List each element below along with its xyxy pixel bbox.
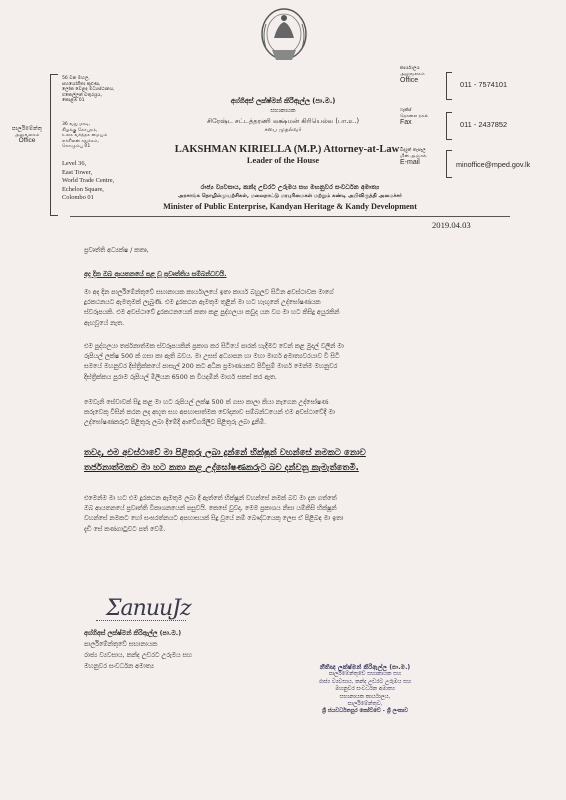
sri-lanka-emblem-icon (258, 4, 310, 68)
office-phone: 011 - 7574101 (460, 80, 508, 89)
left-address-bracket (50, 74, 58, 216)
ministry-tamil: அரசாங்க தொழில்முயற்சிகள், மலைநாட்டு மரபுரிமைகள் மற்றும் கண்டி அபிவிருத்தி அமைச்சர் (178, 193, 402, 199)
name-tamil: சிரேஷ்ட சட்டத்தரணி லக்ஷ்மன் கிரியெல்ல (பா.உ.) (206, 117, 360, 126)
email-address: minoffice@mped.gov.lk (456, 160, 531, 169)
paragraph-2: එම පුද්ගලයා තර්ජනාත්මක ස්වරූපයකින් ප්‍රකාශ කර සිටියේ පාරක් හැදීමට වෙන් කළ මුදල් වලින් මා රුපියල් ලක්ෂ 500 ක් ගසා කා ඇති බවය. මා උසස් අධ්‍යාපන හා මහා මාර්ග අමාත්‍යවරයාව වී සිටි සමයේ මහනුවර දිස්ත්‍රික්කයේ පාසැල් 200 කට අධික ප්‍රමාණයකට පිවිසුම් මාර්ග මෙන්ම මහනුවර දිස්ත්‍රික්කය පුරාම රුපියල් මිලියන 6500 ක වියදමින් මාර්ග සකස් කර ඇත. (84, 343, 344, 381)
letterhead-center (150, 98, 416, 133)
contact-office-label: කාර්යාලය அலுவலகம் Office (400, 66, 425, 85)
title-tamil: சபை முதல்வர் (264, 126, 302, 133)
name-sinhala: අග්ගිඅස් ලක්ෂ්මන් කිරිඇල්ල (පා.ම.) (230, 97, 336, 105)
salutation: ප්‍රවෘත්ති අධ්‍යක්ෂ / කතෘ, (84, 247, 149, 254)
ministry-english: Minister of Public Enterprise, Kandyan Heritage & Kandy Development (163, 202, 417, 211)
paragraph-3: මෙවැනි සේවාවක් සිදු කළ මා හට රුපියල් ලක්ෂ 500 ක් ගසා කාලා කියා නැගෙන උද්ඝෝෂණ කරුවෙකු විසින් කරන ලද අභූත සහ අපහාසාත්මක චෝදනාව සම්බන්ධයෙන් එම අවස්ථාවේදී මා උද්ඝෝෂණකරුට පිළිතුරු ලබා දීමේදී ආවේගශීලීව පිළිතුරු ලබා දුනිමි. (84, 399, 336, 427)
name-english: LAKSHMAN KIRIELLA (M.P.) Attorney-at-Law (174, 144, 400, 155)
title-sinhala: සභානායක (270, 107, 296, 114)
address-sinhala: 56 වන මහල, සහයෝගිතා කුළුණ, ලෝක වෙළඳ මධ්‍යස්ථානය, එකෙල්ලන් චතුරශ්‍රය, කොළඹ 01 (62, 76, 115, 104)
contact-email-label: විද්‍යුත් තැපෑල மின் அஞ்சல் E-mail (400, 148, 427, 167)
contact-fax-label: ෆැක්ස් தொலை நகல் Fax (400, 108, 429, 127)
header-divider (70, 216, 510, 217)
signatory-block: අග්ගිඅස් ලක්ෂ්මන් කිරිඇල්ල (පා.ම.) පාර්ලිමේන්තුවේ සභානායක රාජ්‍ය ව්‍යවසාය, කන්ද උඩරට උරුමය සහ මහනුවර සංවර්ධන අමාත්‍ය (84, 630, 193, 670)
handwritten-signature: ΣanuuJz (106, 596, 191, 621)
letter-date: 2019.04.03 (432, 220, 471, 230)
official-stamp: නීතිඥ ලක්ෂ්මන් කිරිඇල්ල (පා.ම.) පාර්ලිමේන්තුවේ සභානායක සහ රාජ්‍ය ව්‍යවසාය, කන්ද උඩරට උරුමය සහ මහනුවර සංවර්ධන අමාත්‍ය සභානායක කාර්යාලය, පාර්ලිමේන්තුව, ශ්‍රී ජයවර්ධනපුර කෝට්ටේ - ශ්‍රී ලංකාව (318, 664, 412, 715)
address-english: Level 36, East Tower, World Trade Centre, Echelon Square, Colombo 01 (62, 160, 115, 202)
office-bracket (446, 72, 452, 100)
left-office-label: පාර්ලිමේන්තු அலுவலகம் Office (11, 126, 43, 145)
ministry-sinhala: රාජ්‍ය ව්‍යවසාය, කන්ද උඩරට උරුමය සහ මහනුවර සංවර්ධන අමාත්‍ය (200, 184, 380, 191)
paragraph-4: එමෙන්ම මා හට එම දුරකථන ඇමතුම ලබා දී ඇත්තේ භික්ෂූන් වහන්සේ නමක් බව මා දැන ගත්තේ ඔබ ආයතනයේ ප්‍රවෘත්ති විකාශනයෙන් පසුවයි. කෙසේ වුවද, මෙම ප්‍රකාශය නිසා යම්කිසි භික්ෂූන් වහන්සේ නමකට හෝ සංඝරත්නයට අපහාසයක් සිදු වූයේ නම් බෞද්ධයෙකු ලෙස ඒ පිළිබඳ මා ඉතා දැඩි සේ කණගාටුවට පත් වෙමි. (84, 495, 344, 533)
address-tamil: 36 வது மாடி, கிழக்கு கோபுரம், உலக வர்த்தக மையம் எச்சிலன் சதுக்கம், கொழும்பு 01 (62, 122, 108, 150)
fax-bracket (446, 112, 452, 140)
fax-number: 011 - 2437852 (460, 120, 508, 129)
title-english: Leader of the House (246, 156, 320, 165)
subject: අද දින ඔබ ආයතනයේ පළ වූ ප්‍රවෘත්තිය සම්බන්ධවයි. (84, 271, 227, 278)
signature-line (96, 620, 186, 621)
paragraph-1: මා අද දින පාර්ලිමේන්තුවේ සභානායක කාර්යාලයේ ඉතා කාර්ය බහුලව සිටින අවස්ථාවක මාගේ දුරකථනයට ඇමතුමක් ලැබුණි. එම දුරකථන ඇමතුම තුළින් මා හට හැඟුනේ උද්ඝෝෂණයක ස්වරූපයකි. එම අවස්ථාවේ දුරකථනයෙන් කතා කළ පුද්ගලයා කවුද යන වග මා හට කිසිදු අයුරකින් ඇඟවූයේ නැත. (84, 289, 340, 327)
email-bracket (446, 150, 452, 178)
highlighted-statement: තවද, එම අවස්ථාවේ මා පිළිතුරු ලබා දුන්නේ භික්ෂූන් වහන්සේ නමකට නොව තර්ජනාත්මකව මා හට කතා කළ උද්ඝෝෂණකරුට බව දන්වනු කැමැත්තෙමි. (84, 448, 366, 473)
